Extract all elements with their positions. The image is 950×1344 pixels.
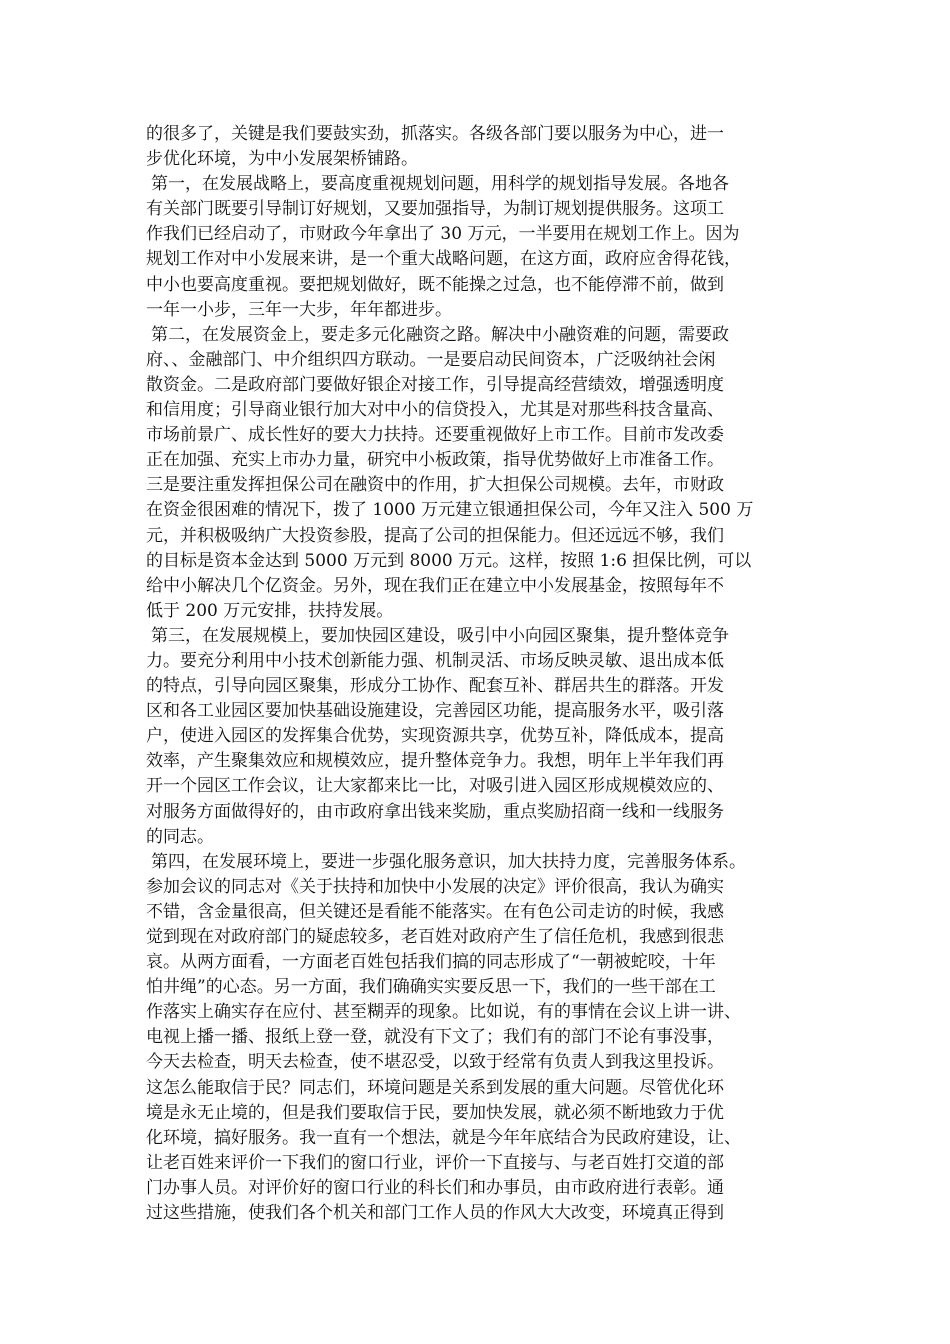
text-line: 一年一小步，三年一大步，年年都进步。 — [146, 299, 452, 320]
text-line: 给中小解决几个亿资金。另外，现在我们正在建立中小发展基金，按照每年不 — [146, 575, 724, 596]
text-line: 作我们已经启动了，市财政今年拿出了 30 万元，一半要用在规划工作上。因为 — [146, 224, 740, 245]
text-line: 规划工作对中小发展来讲，是一个重大战略问题，在这方面，政府应舍得花钱， — [146, 249, 741, 270]
text-line: 步优化环境，为中小发展架桥铺路。 — [146, 149, 418, 170]
paragraph — [146, 850, 818, 1226]
text-line: 的同志。 — [146, 826, 214, 847]
text-line: 这怎么能取信于民？同志们，环境问题是关系到发展的重大问题。尽管优化环 — [146, 1077, 724, 1098]
text-line: 区和各工业园区要加快基础设施建设，完善园区功能，提高服务水平，吸引落 — [146, 701, 724, 722]
text-line: 境是永无止境的，但是我们要取信于民，要加快发展，就必须不断地致力于优 — [146, 1102, 724, 1123]
text-line: 哀。从两方面看，一方面老百姓包括我们搞的同志形成了“一朝被蛇咬，十年 — [146, 952, 716, 973]
text-line: 第一，在发展战略上，要高度重视规划问题，用科学的规划指导发展。各地各 — [151, 174, 729, 195]
text-line: 有关部门既要引导制订好规划，又要加强指导，为制订规划提供服务。这项工 — [146, 199, 724, 220]
text-line: 让老百姓来评价一下我们的窗口行业，评价一下直接与、与老百姓打交道的部 — [146, 1152, 724, 1173]
text-line: 元，并积极吸纳广大投资参股，提高了公司的担保能力。但还远远不够，我们 — [146, 525, 724, 546]
text-line: 今天去检查，明天去检查，使不堪忍受，以致于经常有负责人到我这里投诉。 — [146, 1052, 724, 1073]
text-line: 第二，在发展资金上，要走多元化融资之路。解决中小融资难的问题，需要政 — [151, 324, 729, 345]
text-line: 中小也要高度重视。要把规划做好，既不能操之过急，也不能停滞不前，做到 — [146, 274, 724, 295]
text-line: 觉到现在对政府部门的疑虑较多，老百姓对政府产生了信任危机，我感到很悲 — [146, 927, 724, 947]
text-line: 的目标是资本金达到 5000 万元到 8000 万元。这样，按照 1:6 担保比例，可以 — [146, 550, 752, 571]
text-line: 低于 200 万元安排，扶持发展。 — [146, 600, 394, 621]
text-line: 参加会议的同志对《关于扶持和加快中小发展的决定》评价很高，我认为确实 — [146, 876, 724, 897]
text-line: 门办事人员。对评价好的窗口行业的科长们和办事员，由市政府进行表彰。通 — [146, 1177, 724, 1198]
text-line: 府、、金融部门、中介组织四方联动。一是要启动民间资本，广泛吸纳社会闲 — [146, 349, 716, 370]
document-body — [146, 122, 818, 1226]
text-line: 的很多了，关键是我们要鼓实劲，抓落实。各级各部门要以服务为中心，进一 — [146, 124, 724, 144]
text-line: 三是要注重发挥担保公司在融资中的作用，扩大担保公司规模。去年，市财政 — [146, 475, 724, 496]
text-line: 过这些措施，使我们各个机关和部门工作人员的作风大大改变，环境真正得到 — [146, 1203, 724, 1224]
paragraph — [146, 122, 818, 172]
text-line: 户，使进入园区的发挥集合优势，实现资源共享，优势互补，降低成本，提高 — [146, 726, 724, 747]
paragraph — [146, 172, 818, 323]
text-line: 效率，产生聚集效应和规模效应，提升整体竞争力。我想，明年上半年我们再 — [146, 751, 724, 772]
text-line: 作落实上确实存在应付、甚至糊弄的现象。比如说，有的事情在会议上讲一讲、 — [146, 1002, 741, 1023]
text-line: 在资金很困难的情况下，拨了 1000 万元建立银通担保公司，今年又注入 500 万 — [146, 500, 754, 521]
paragraph — [146, 323, 818, 624]
text-line: 正在加强、充实上市办力量，研究中小板政策，指导优势做好上市准备工作。 — [146, 450, 724, 471]
text-line: 的特点，引导向园区聚集，形成分工协作、配套互补、群居共生的群落。开发 — [146, 676, 724, 697]
text-line: 力。要充分利用中小技术创新能力强、机制灵活、市场反映灵敏、退出成本低 — [146, 650, 724, 671]
paragraph — [146, 624, 818, 850]
text-line: 散资金。二是政府部门要做好银企对接工作，引导提高经营绩效，增强透明度 — [146, 374, 724, 395]
text-line: 不错，含金量很高，但关键还是看能不能落实。在有色公司走访的时候，我感 — [146, 901, 724, 922]
text-line: 市场前景广、成长性好的要大力扶持。还要重视做好上市工作。目前市发改委 — [146, 425, 724, 446]
text-line: 和信用度；引导商业银行加大对中小的信贷投入，尤其是对那些科技含量高、 — [146, 400, 724, 421]
text-line: 对服务方面做得好的，由市政府拿出钱来奖励，重点奖励招商一线和一线服务 — [146, 801, 724, 822]
text-line: 怕井绳”的心态。另一方面，我们确确实实要反思一下，我们的一些干部在工 — [146, 977, 716, 998]
text-line: 开一个园区工作会议，让大家都来比一比，对吸引进入园区形成规模效应的、 — [146, 776, 724, 797]
text-line: 化环境，搞好服务。我一直有一个想法，就是今年年底结合为民政府建设，让、 — [146, 1127, 741, 1148]
text-line: 电视上播一播、报纸上登一登，就没有下文了；我们有的部门不论有事没事， — [146, 1027, 724, 1048]
text-line: 第四，在发展环境上，要进一步强化服务意识，加大扶持力度，完善服务体系。 — [151, 851, 746, 872]
text-line: 第三，在发展规模上，要加快园区建设，吸引中小向园区聚集，提升整体竞争 — [151, 625, 729, 646]
